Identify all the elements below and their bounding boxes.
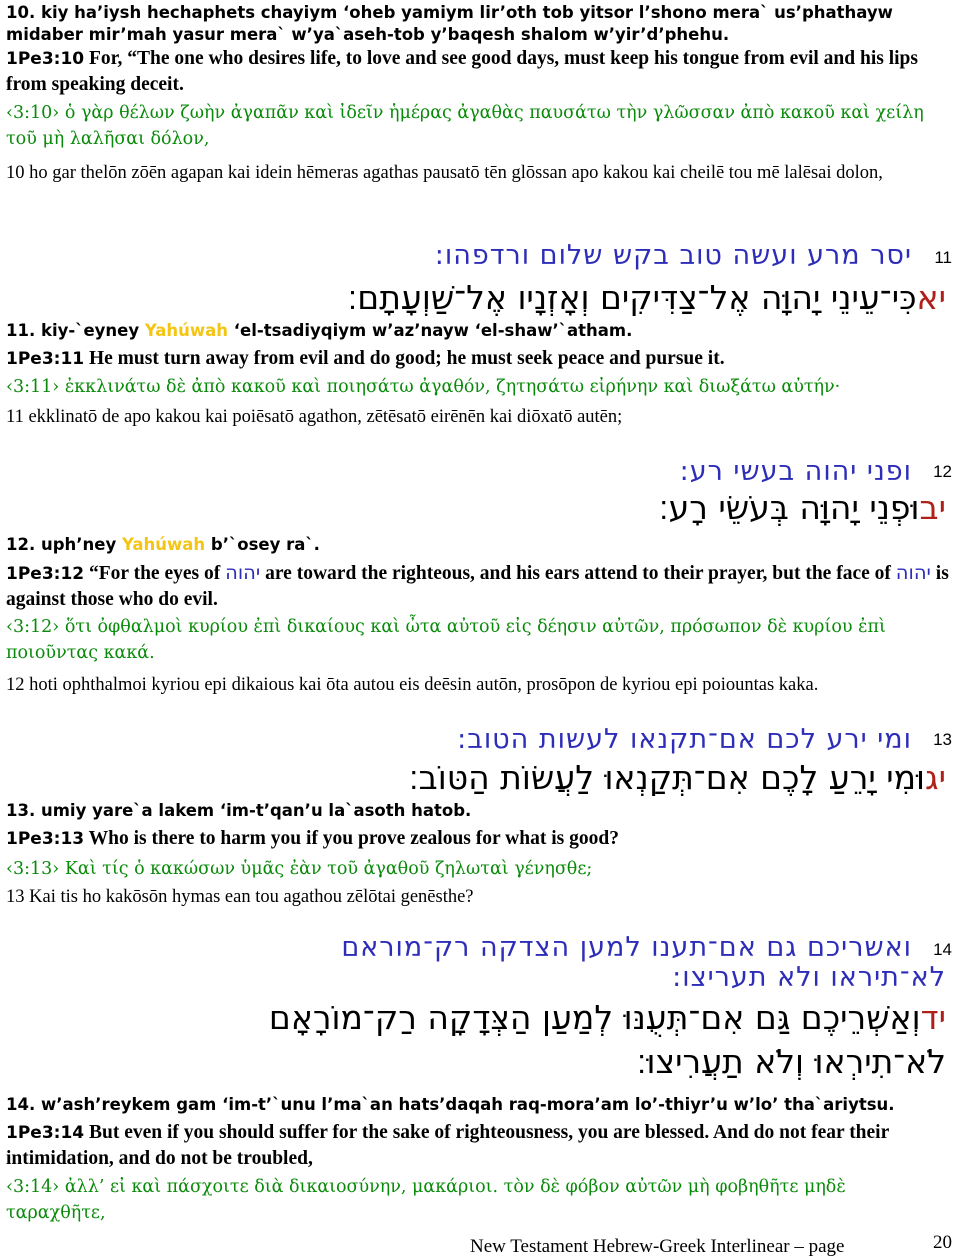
v12-translit-start: 12. uph’ney	[6, 535, 122, 554]
v13-paleo-hebrew: ומי ירע לכם אם־תקנאו לעשות הטוב:	[457, 724, 912, 755]
v12-transliteration	[6, 534, 950, 556]
v11-hebrew	[348, 278, 946, 317]
v14-reference: 1Pe3:14	[6, 1123, 85, 1143]
v13-hebrew	[409, 758, 946, 797]
v12-hebrew-verse-number: יב	[919, 488, 946, 527]
v13-greek-transliteration: 13 Kai tis ho kakōsōn hymas ean tou agathou zēlōtai genēsthe?	[6, 887, 474, 907]
v12-hebrew-text: וּפְנֵי יָהוָּה בְּעֹשֵׂי רָע׃	[658, 488, 920, 527]
v13-greek: ‹3:13› Καὶ τίς ὁ κακώσων ὑμᾶς ἐὰν τοῦ ἀγαθοῦ ζηλωταὶ γένησθε;	[6, 859, 593, 879]
v13-verse-number: 13	[933, 730, 952, 749]
v12-greek: ‹3:12› ὅτι ὀφθαλμοὶ κυρίου ἐπὶ δικαίους καὶ ὦτα αὐτοῦ εἰς δέησιν αὐτῶν, πρόσωπον δὲ κυρίου ἐπὶ ποιοῦντας κακά.	[6, 617, 886, 663]
v13-hebrew-text: וּמִי יָרֵעַ לָכֶם אִם־תְּקַנְאוּ לַעֲשׂוֹת הַטּוֹב׃	[408, 758, 926, 797]
v10-transliteration: 10. kiy ha’iysh hechaphets chayiym ‘oheb yamiym lir’oth tob yitsor l’shono mera` us’phathayw midaber mir’mah yasur mera` w’ya`aseh-tob y’baqesh shalom w’yir’d’phehu.	[6, 3, 893, 44]
page-number: 20	[933, 1232, 952, 1253]
v12-verse-number: 12	[933, 462, 952, 481]
v14-hebrew-verse-number: יד	[920, 998, 946, 1037]
v13-english	[6, 826, 950, 852]
v11-hebrew-verse-number: יא	[916, 278, 946, 317]
v11-translit-start: 11. kiy-`eyney	[6, 321, 145, 340]
v12-english-part-3: is against those who do evil.	[6, 563, 949, 610]
v11-greek-transliteration: 11 ekklinatō de apo kakou kai poiēsatō agathon, zētēsatō eirēnēn kai diōxatō autēn;	[6, 407, 623, 427]
footer-title: New Testament Hebrew-Greek Interlinear – page	[470, 1236, 845, 1257]
v12-divine-name: Yahúwah	[121, 535, 206, 554]
v13-reference: 1Pe3:13	[6, 829, 85, 849]
v14-paleo-hebrew-line-1: ואשריכם גם אם־תענו למען הצדקה רק־מוראם	[341, 932, 912, 963]
v11-english	[6, 346, 950, 372]
v14-hebrew-text-1: וְאַשְׁרֵיכֶם גַּם אִם־תְּעֻנּוּ לְמַעַן הַצְּדָקָה רַק־מוֹרָאָם	[268, 998, 921, 1037]
v12-english	[6, 560, 950, 613]
v12-english-part-2: are toward the righteous, and his ears attend to their prayer, but the face of	[260, 563, 896, 584]
v12-divine-name-paleo-2: יהוה	[895, 561, 931, 584]
v14-english	[6, 1120, 950, 1172]
v10-greek: ‹3:10› ὁ γὰρ θέλων ζωὴν ἀγαπᾶν καὶ ἰδεῖν ἡμέρας ἀγαθὰς παυσάτω τὴν γλῶσσαν ἀπὸ κακοῦ καὶ χείλη τοῦ μὴ λαλῆσαι δόλον,	[6, 103, 924, 149]
v11-transliteration	[6, 320, 950, 342]
v12-paleo-hebrew: ופני יהוה בעשי רע:	[679, 456, 912, 487]
v10-english-text: For, “The one who desires life, to love and see good days, must keep his tongue from evil and his lips from speaking deceit.	[6, 48, 918, 95]
v12-divine-name-paleo: יהוה	[225, 561, 261, 584]
v12-english-part-1: “For the eyes of	[88, 563, 226, 584]
v13-english-text: Who is there to harm you if you prove zealous for what is good?	[88, 828, 619, 849]
v11-paleo-hebrew: יסר מרע ועשה טוב בקש שלום ורדפהו:	[434, 240, 912, 271]
v12-reference: 1Pe3:12	[6, 564, 85, 584]
v11-verse-number: 11	[934, 248, 952, 267]
v13-hebrew-verse-number: יג	[925, 758, 946, 797]
v14-verse-number: 14	[933, 940, 952, 959]
v11-translit-end: ‘el-tsadiyqiym w’az’nayw ‘el-shaw’`atham.	[228, 321, 633, 340]
v14-hebrew-line-1	[269, 998, 946, 1037]
v14-greek: ‹3:14› ἀλλ’ εἰ καὶ πάσχοιτε διὰ δικαιοσύνην, μακάριοι. τὸν δὲ φόβον αὐτῶν μὴ φοβηθῆτε μηδὲ ταραχθῆτε,	[6, 1177, 846, 1223]
v11-english-text: He must turn away from evil and do good; he must seek peace and pursue it.	[88, 348, 725, 369]
v11-greek: ‹3:11› ἐκκλινάτω δὲ ἀπὸ κακοῦ καὶ ποιησάτω ἀγαθόν, ζητησάτω εἰρήνην καὶ διωξάτω αὐτήν·	[6, 377, 841, 397]
v11-reference: 1Pe3:11	[6, 349, 85, 369]
v12-translit-end: b’`osey ra`.	[205, 535, 320, 554]
v14-transliteration: 14. w’ash’reykem gam ‘im-t’`unu l’ma`an hats’daqah raq-mora’am lo’-thiyr’u w’lo’ tha`ariytsu.	[6, 1095, 895, 1114]
v14-hebrew-line-2: לֹא־תִירְאוּ וְלֹא תַעֲרִיצוּ׃	[636, 1042, 946, 1081]
v10-english	[6, 46, 950, 98]
v13-transliteration: 13. umiy yare`a lakem ‘im-t’qan’u la`asoth hatob.	[6, 801, 472, 820]
v14-english-text: But even if you should suffer for the sake of righteousness, you are blessed. And do not fear their intimidation, and do not be troubled,	[6, 1122, 889, 1169]
v11-divine-name: Yahúwah	[144, 321, 229, 340]
v10-greek-transliteration: 10 ho gar thelōn zōēn agapan kai idein hēmeras agathas pausatō tēn glōssan apo kakou kai cheilē tou mē lalēsai dolon,	[6, 163, 883, 183]
v14-paleo-hebrew-line-2: לא־תיראו ולא תעריצו:	[672, 962, 946, 993]
v12-greek-transliteration: 12 hoti ophthalmoi kyriou epi dikaious kai ōta autou eis deēsin autōn, prosōpon de kyriou epi poiountas kaka.	[6, 675, 819, 695]
v10-reference: 1Pe3:10	[6, 49, 85, 69]
v11-hebrew-text: כִּי־עֵינֵי יָהוָּה אֶל־צַדִּיקִים וְאָזְנָיו אֶל־שַׁוְעָתָם׃	[347, 278, 917, 317]
v12-hebrew	[659, 488, 946, 527]
